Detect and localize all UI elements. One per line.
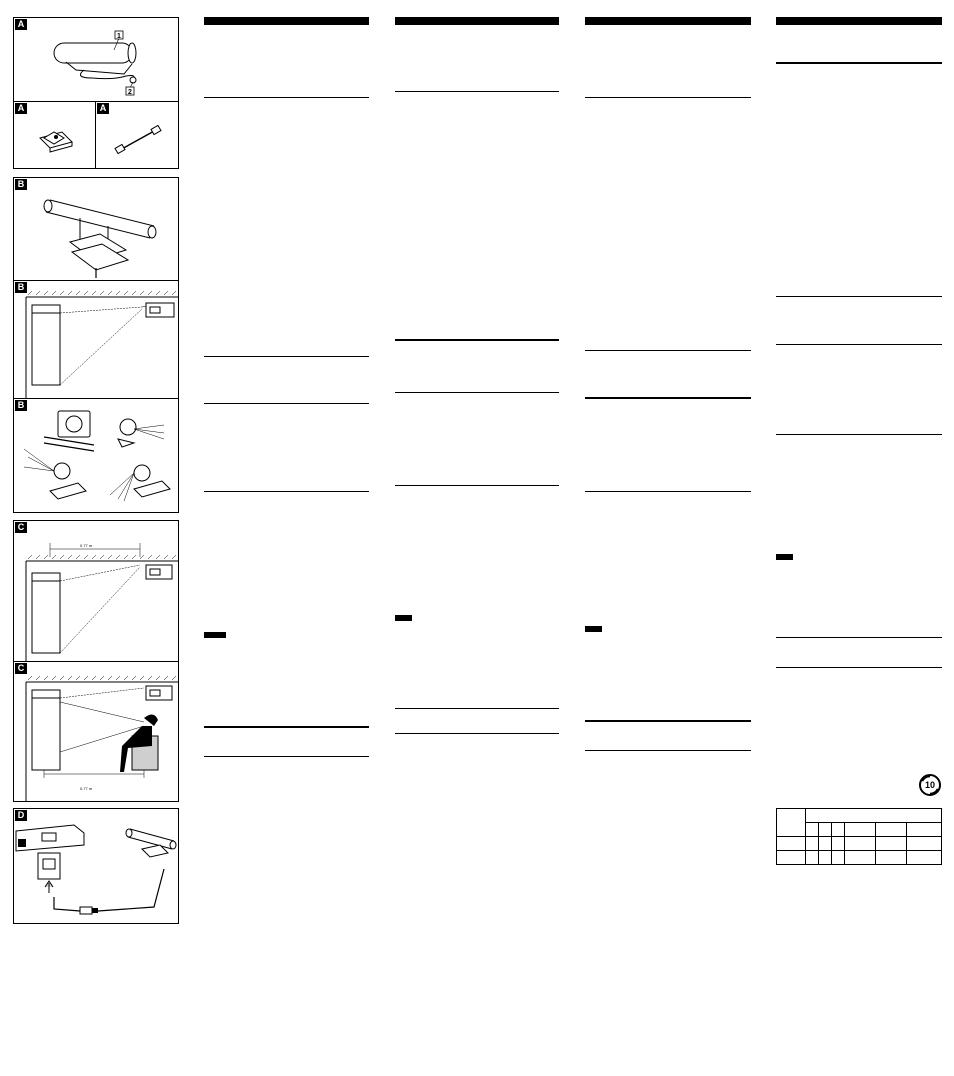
column-1-note-marker <box>204 632 226 638</box>
projector-connection-diagram <box>14 809 179 924</box>
figure-tag: A <box>97 103 109 114</box>
callout-2-label: 2 <box>128 89 132 96</box>
table-cell <box>777 809 806 837</box>
table-cell <box>907 837 942 851</box>
column-2-section-rule <box>395 339 559 341</box>
figure-tag: B <box>15 400 27 411</box>
figure-a-ir-emitter <box>13 17 179 102</box>
figure-tag: A <box>15 19 27 30</box>
column-3-section-rule <box>585 97 751 98</box>
column-4-section-rule <box>776 667 942 668</box>
column-2-section-rule <box>395 91 559 92</box>
column-1-section-rule <box>204 491 369 492</box>
table-cell <box>876 823 907 837</box>
column-3-header-bar <box>585 17 751 25</box>
column-1-section-rule <box>204 403 369 404</box>
figure-a-connection-cable <box>95 101 179 169</box>
figure-tag: C <box>15 522 27 533</box>
figure-b-angle-adjustment <box>13 398 179 513</box>
column-3-section-rule <box>585 491 751 492</box>
table-row <box>777 837 942 851</box>
figure-c-viewing-distance <box>13 661 179 802</box>
recycling-period-number: 10 <box>924 780 936 790</box>
table-cell <box>777 837 806 851</box>
figure-d-projector-connection <box>13 808 179 924</box>
hazardous-substances-table <box>776 808 942 865</box>
figure-b-emitter-on-bracket <box>13 177 179 281</box>
table-cell <box>832 851 845 865</box>
table-cell <box>819 837 832 851</box>
column-2-section-rule <box>395 708 559 709</box>
distance-diagram <box>14 521 179 662</box>
column-3-note-marker <box>585 626 602 632</box>
screen-projector-diagram <box>14 281 179 399</box>
table-cell <box>845 851 876 865</box>
figure-a-mount-bracket <box>13 101 96 169</box>
column-3-section-rule <box>585 720 751 722</box>
column-1-section-rule <box>204 356 369 357</box>
table-cell <box>832 837 845 851</box>
table-cell <box>806 823 819 837</box>
column-4-section-rule <box>776 296 942 297</box>
column-1-header-bar <box>204 17 369 25</box>
column-1-section-rule <box>204 726 369 728</box>
angle-adjustment-illustration <box>14 399 179 513</box>
column-2-section-rule <box>395 733 559 734</box>
table-row <box>777 809 942 823</box>
figure-c-mounting-distance <box>13 520 179 662</box>
column-4-note-marker <box>776 554 793 560</box>
column-2-section-rule <box>395 485 559 486</box>
table-cell <box>819 823 832 837</box>
column-4-section-rule <box>776 637 942 638</box>
callout-1-label: 1 <box>117 33 121 40</box>
figure-tag: D <box>15 810 27 821</box>
table-cell <box>806 851 819 865</box>
bracket-illustration <box>14 102 96 169</box>
column-2-note-marker <box>395 615 412 621</box>
table-row <box>777 851 942 865</box>
table-cell <box>845 837 876 851</box>
figure-tag: C <box>15 663 27 674</box>
figure-b-installation-side-view <box>13 280 179 399</box>
column-3-section-rule <box>585 750 751 751</box>
cable-plug-illustration <box>96 102 179 169</box>
viewer-distance-diagram <box>14 662 179 802</box>
column-2-section-rule <box>395 392 559 393</box>
table-cell <box>876 851 907 865</box>
distance-label: 0.77 m <box>80 786 93 791</box>
column-1-section-rule <box>204 97 369 98</box>
table-cell <box>876 837 907 851</box>
emitter-with-cable-illustration <box>14 18 179 102</box>
column-4-section-rule <box>776 434 942 435</box>
column-3-section-rule <box>585 397 751 399</box>
column-4-header-bar <box>776 17 942 25</box>
column-4-section-rule <box>776 344 942 345</box>
recycling-period-icon <box>918 773 942 797</box>
table-cell <box>777 851 806 865</box>
distance-label: 0.77 m <box>80 543 93 548</box>
figure-tag: B <box>15 179 27 190</box>
figure-tag: A <box>15 103 27 114</box>
table-cell <box>819 851 832 865</box>
table-cell <box>832 823 845 837</box>
table-cell <box>845 823 876 837</box>
figure-tag: B <box>15 282 27 293</box>
table-cell <box>907 851 942 865</box>
table-cell <box>806 809 942 823</box>
column-4-section-rule <box>776 62 942 64</box>
emitter-bracket-assembly-illustration <box>14 178 179 281</box>
table-cell <box>907 823 942 837</box>
table-cell <box>806 837 819 851</box>
column-3-section-rule <box>585 350 751 351</box>
column-2-header-bar <box>395 17 559 25</box>
column-1-section-rule <box>204 756 369 757</box>
